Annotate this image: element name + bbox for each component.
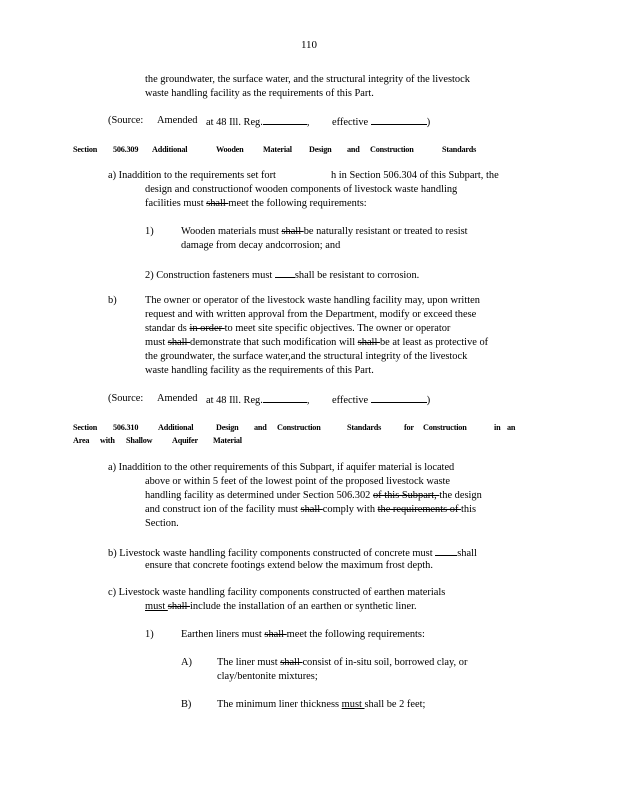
subsection-a-line: above or within 5 feet of the lowest point of the proposed livestock waste [145,476,451,487]
item-number: 1) [145,226,154,237]
subsection-b-line: waste handling facility as the requirements of this Part. [145,365,374,376]
source-effective: effective ) [332,114,430,130]
subsection-b-line: must shall demonstrate that such modification will shall be at least as protective of [145,337,489,348]
subsection-a-line: facilities must shall meet the following requirements: [145,198,367,209]
item-line: The minimum liner thickness must shall be 2 feet; [217,699,426,710]
item-line: Earthen liners must shall meet the following requirements: [181,629,425,640]
subsection-a-line: a) Inaddition to the requirements set fort [108,170,276,181]
subsection-b-line: the groundwater, the surface water,and the structural integrity of the livestock [145,351,468,362]
item-line: Wooden materials must shall be naturally resistant or treated to resist [181,226,468,237]
item-number: 1) [145,629,154,640]
subsection-b-line: The owner or operator of the livestock waste handling facility may, upon written [145,295,480,306]
source-reg: at 48 Ill. Reg. , [206,392,309,408]
source-label: (Source: [108,393,144,404]
source-amended: Amended [157,393,198,404]
source-reg: at 48 Ill. Reg. , [206,114,309,130]
subsection-c-line: must shall include the installation of an earthen or synthetic liner. [145,601,417,612]
source-label: (Source: [108,115,144,126]
subsection-b-line: standar ds in order to meet site specific objectives. The owner or operator [145,323,451,334]
subsection-c-line: c) Livestock waste handling facility components constructed of earthen materials [108,587,446,598]
subsection-a-line: design and constructionof wooden components of livestock waste handling [145,184,458,195]
item-letter: B) [181,699,192,710]
source-effective: effective ) [332,392,430,408]
item-letter: A) [181,657,192,668]
subsection-b-line: b) Livestock waste handling facility components constructed of concrete must shall [108,545,477,561]
subsection-b-line: ensure that concrete footings extend below the maximum frost depth. [145,560,433,571]
subsection-a-line: h in Section 506.304 of this Subpart, the [331,170,499,181]
item-line: The liner must shall consist of in-situ soil, borrowed clay, or [217,657,468,668]
item-line: damage from decay andcorrosion; and [181,240,341,251]
subsection-a-line: a) Inaddition to the other requirements of this Subpart, if aquifer material is located [108,462,455,473]
page-number: 110 [300,39,318,51]
item-number: b) [108,295,117,306]
subsection-a-line: Section. [145,518,179,529]
subsection-a-line: and construct ion of the facility must shall comply with the requirements of this [145,504,477,515]
source-amended: Amended [157,115,198,126]
item-line: 2) Construction fasteners must shall be resistant to corrosion. [145,267,419,283]
subsection-a-line: handling facility as determined under Section 506.302 of this Subpart, the design [145,490,482,501]
paragraph-line: the groundwater, the surface water, and the structural integrity of the livestock [145,74,470,85]
section-heading-506-310: Section 506.310 Additional Design and Construction Standards for Construction in an Area with Shallow Aquifer Material [73,423,516,445]
subsection-b-line: request and with written approval from the Department, modify or exceed these [145,309,477,320]
item-line: clay/bentonite mixtures; [217,671,318,682]
section-heading-506-309: Section 506.309 Additional Wooden Material Design and Construction Standards [73,145,477,154]
paragraph-line: waste handling facility as the requirements of this Part. [145,88,374,99]
